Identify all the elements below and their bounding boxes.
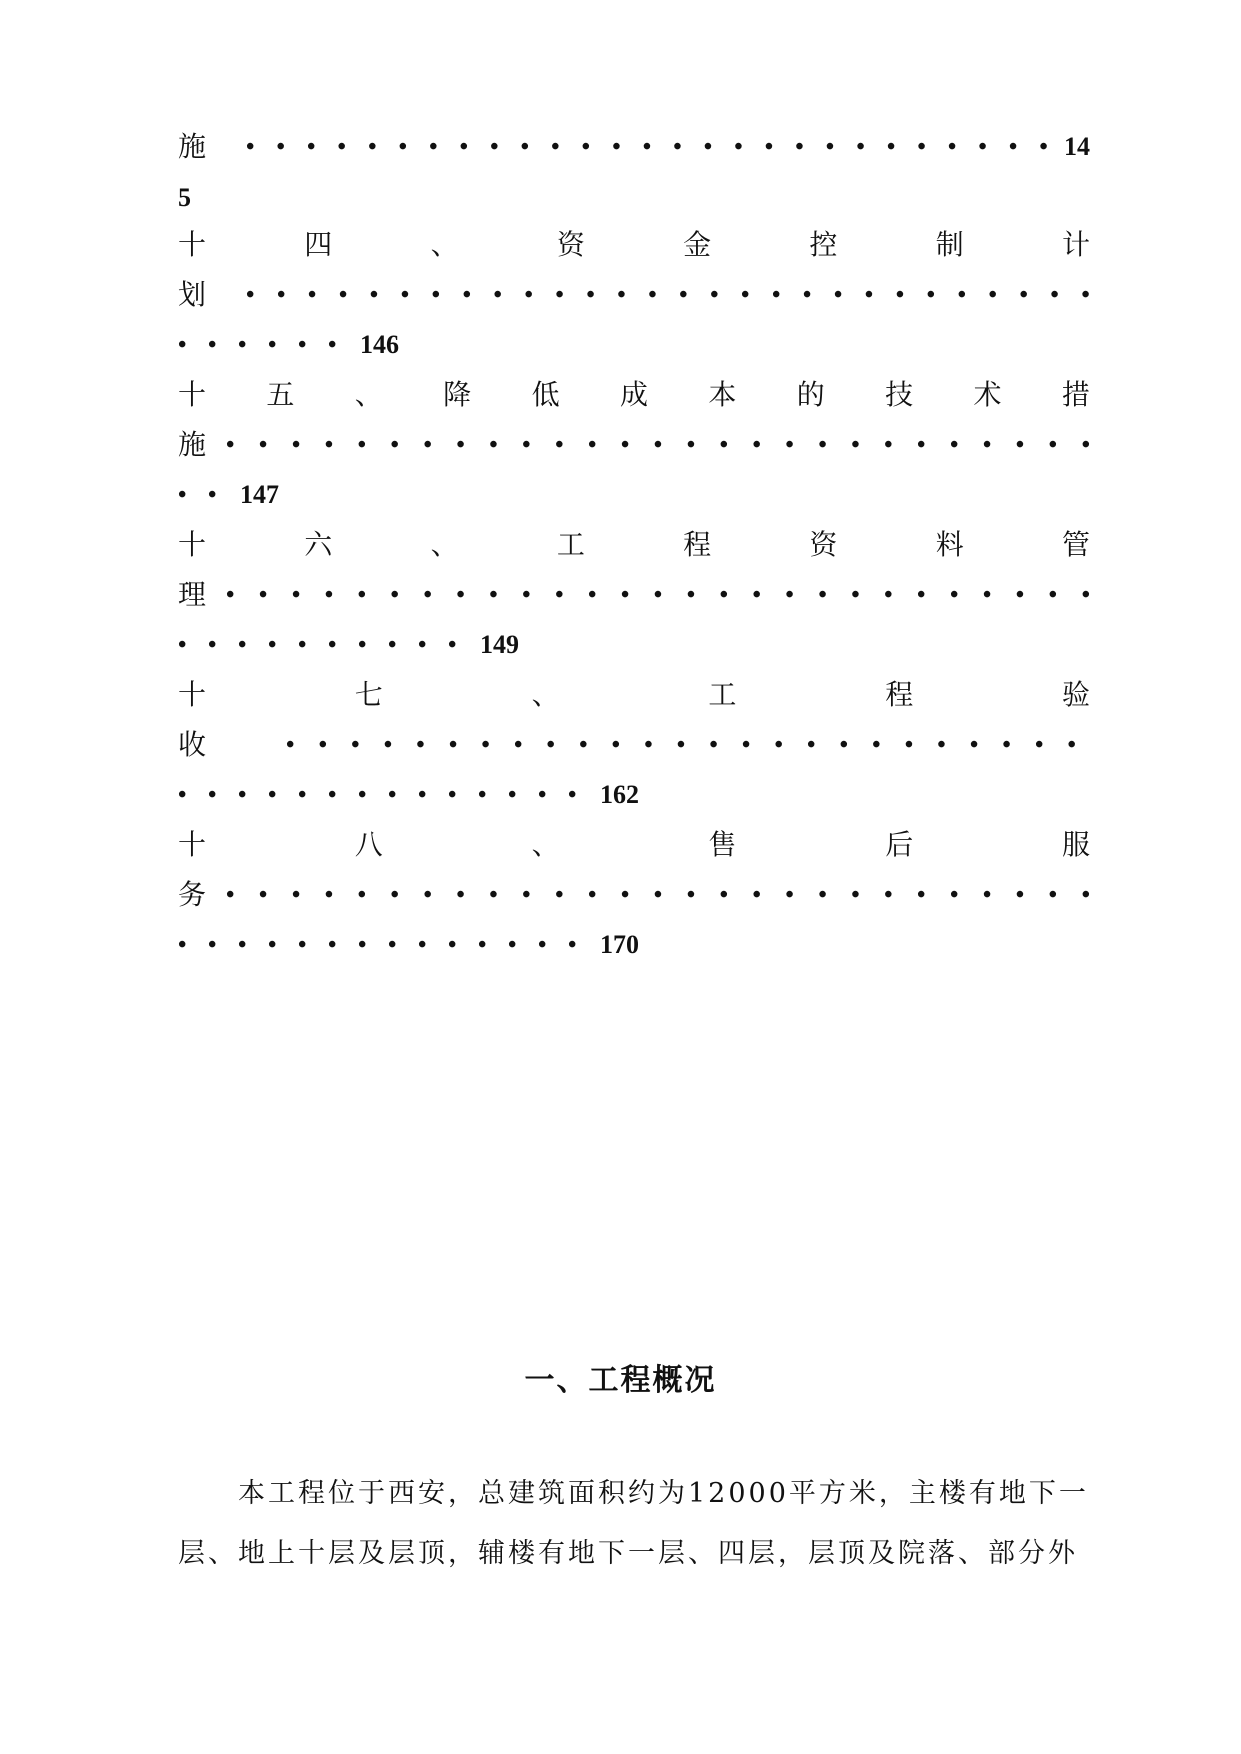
toc-char: 十 — [178, 678, 207, 711]
toc-char: 售 — [708, 828, 737, 861]
section-heading: 一、工程概况 — [524, 1363, 717, 1398]
toc-char: 资 — [556, 228, 585, 261]
toc-item-15-title — [178, 378, 1090, 412]
toc-char: 十 — [178, 228, 207, 261]
toc-item-14-title — [178, 228, 1090, 262]
toc-char: 技 — [885, 378, 914, 411]
toc-item-14-page-row: • • • • • • 146 — [178, 328, 1090, 362]
toc-item-13-leader-row — [178, 130, 1090, 164]
toc-char: 制 — [935, 228, 964, 261]
toc-char: 金 — [683, 228, 712, 261]
toc-char: 工 — [708, 678, 737, 711]
dot-leader: • • • • • • • • • • • • • • • • • • • • • • • • • • • — [226, 582, 1090, 608]
toc-char: 十 — [178, 378, 207, 411]
toc-item-17-title — [178, 678, 1090, 712]
toc-char: 四 — [304, 228, 333, 261]
toc-char: 后 — [885, 828, 914, 861]
toc-char: 低 — [531, 378, 560, 411]
toc-char: 工 — [556, 528, 585, 561]
paragraph-line-1: 本工程位于西安，总建筑面积约为12000平方米，主楼有地下一 — [238, 1478, 1089, 1509]
toc-item-17-leader-row — [178, 728, 1090, 762]
dot-leader: • • • • • • • • • • • • • • • • • • • • • • • • • — [286, 732, 1076, 758]
toc-char: 程 — [885, 678, 914, 711]
toc-char: 管 — [1061, 528, 1090, 561]
toc-item-15-leader-row — [178, 428, 1090, 462]
toc-item-17-page: 162 — [600, 780, 639, 809]
dot-leader: • • • • • • • • • • • • • • • • • • • • • • • • • • • — [226, 882, 1090, 908]
dot-leader: • • • • • • • • • • • • • • • • • • • • • • • • • • • — [226, 432, 1090, 458]
toc-item-18-page: 170 — [600, 930, 639, 959]
toc-item-14-leader-row — [178, 278, 1090, 312]
toc-char: 十 — [178, 528, 207, 561]
toc-char: 的 — [796, 378, 825, 411]
toc-char: 十 — [178, 828, 207, 861]
paragraph-line-2: 层、地上十层及层顶，辅楼有地下一层、四层，层顶及院落、部分外 — [178, 1538, 1078, 1569]
toc-char: 、 — [430, 228, 459, 261]
toc-char: 验 — [1061, 678, 1090, 711]
toc-item-15-last-char: 施 — [178, 428, 207, 461]
toc-char: 资 — [809, 528, 838, 561]
toc-char: 服 — [1061, 828, 1090, 861]
toc-item-16-page-row: • • • • • • • • • • 149 — [178, 628, 1090, 662]
toc-char: 程 — [683, 528, 712, 561]
toc-item-18-title — [178, 828, 1090, 862]
toc-item-13-page-wrap — [178, 180, 1090, 214]
toc-item-16-title — [178, 528, 1090, 562]
toc-item-14-page: 146 — [360, 330, 399, 359]
toc-item-17-page-row: • • • • • • • • • • • • • • 162 — [178, 778, 1090, 812]
toc-char: 控 — [809, 228, 838, 261]
toc-item-15-page-row: • • 147 — [178, 478, 1090, 512]
toc-item-16-last-char: 理 — [178, 578, 207, 611]
dot-leader: • • • • • • • • • • • • • • • • • • • • • • • • • • • — [246, 134, 1048, 160]
toc-char: 术 — [973, 378, 1002, 411]
toc-char: 五 — [266, 378, 295, 411]
toc-item-15-page: 147 — [240, 480, 279, 509]
toc-item-18-page-row: • • • • • • • • • • • • • • 170 — [178, 928, 1090, 962]
toc-char: 降 — [443, 378, 472, 411]
toc-char: 、 — [354, 378, 383, 411]
toc-item-18-last-char: 务 — [178, 878, 207, 911]
toc-item-18-leader-row — [178, 878, 1090, 912]
toc-char: 六 — [304, 528, 333, 561]
toc-char: 七 — [354, 678, 383, 711]
toc-char: 、 — [430, 528, 459, 561]
toc-item-16-leader-row — [178, 578, 1090, 612]
toc-char: 计 — [1061, 228, 1090, 261]
toc-char: 本 — [708, 378, 737, 411]
toc-item-13-last-char: 施 — [178, 130, 207, 163]
toc-item-13-page-part-b: 5 — [178, 183, 191, 212]
toc-char: 料 — [935, 528, 964, 561]
toc-char: 措 — [1061, 378, 1090, 411]
dot-leader: • • • • • • • • • • • • • • • • • • • • • • • • • • • • — [246, 282, 1090, 308]
toc-item-17-last-char: 收 — [178, 728, 207, 761]
toc-char: 、 — [531, 828, 560, 861]
toc-item-14-last-char: 划 — [178, 278, 207, 311]
toc-item-16-page: 149 — [480, 630, 519, 659]
toc-item-13-page-part-a: 14 — [1064, 132, 1090, 161]
toc-char: 八 — [354, 828, 383, 861]
toc-char: 成 — [619, 378, 648, 411]
toc-char: 、 — [531, 678, 560, 711]
